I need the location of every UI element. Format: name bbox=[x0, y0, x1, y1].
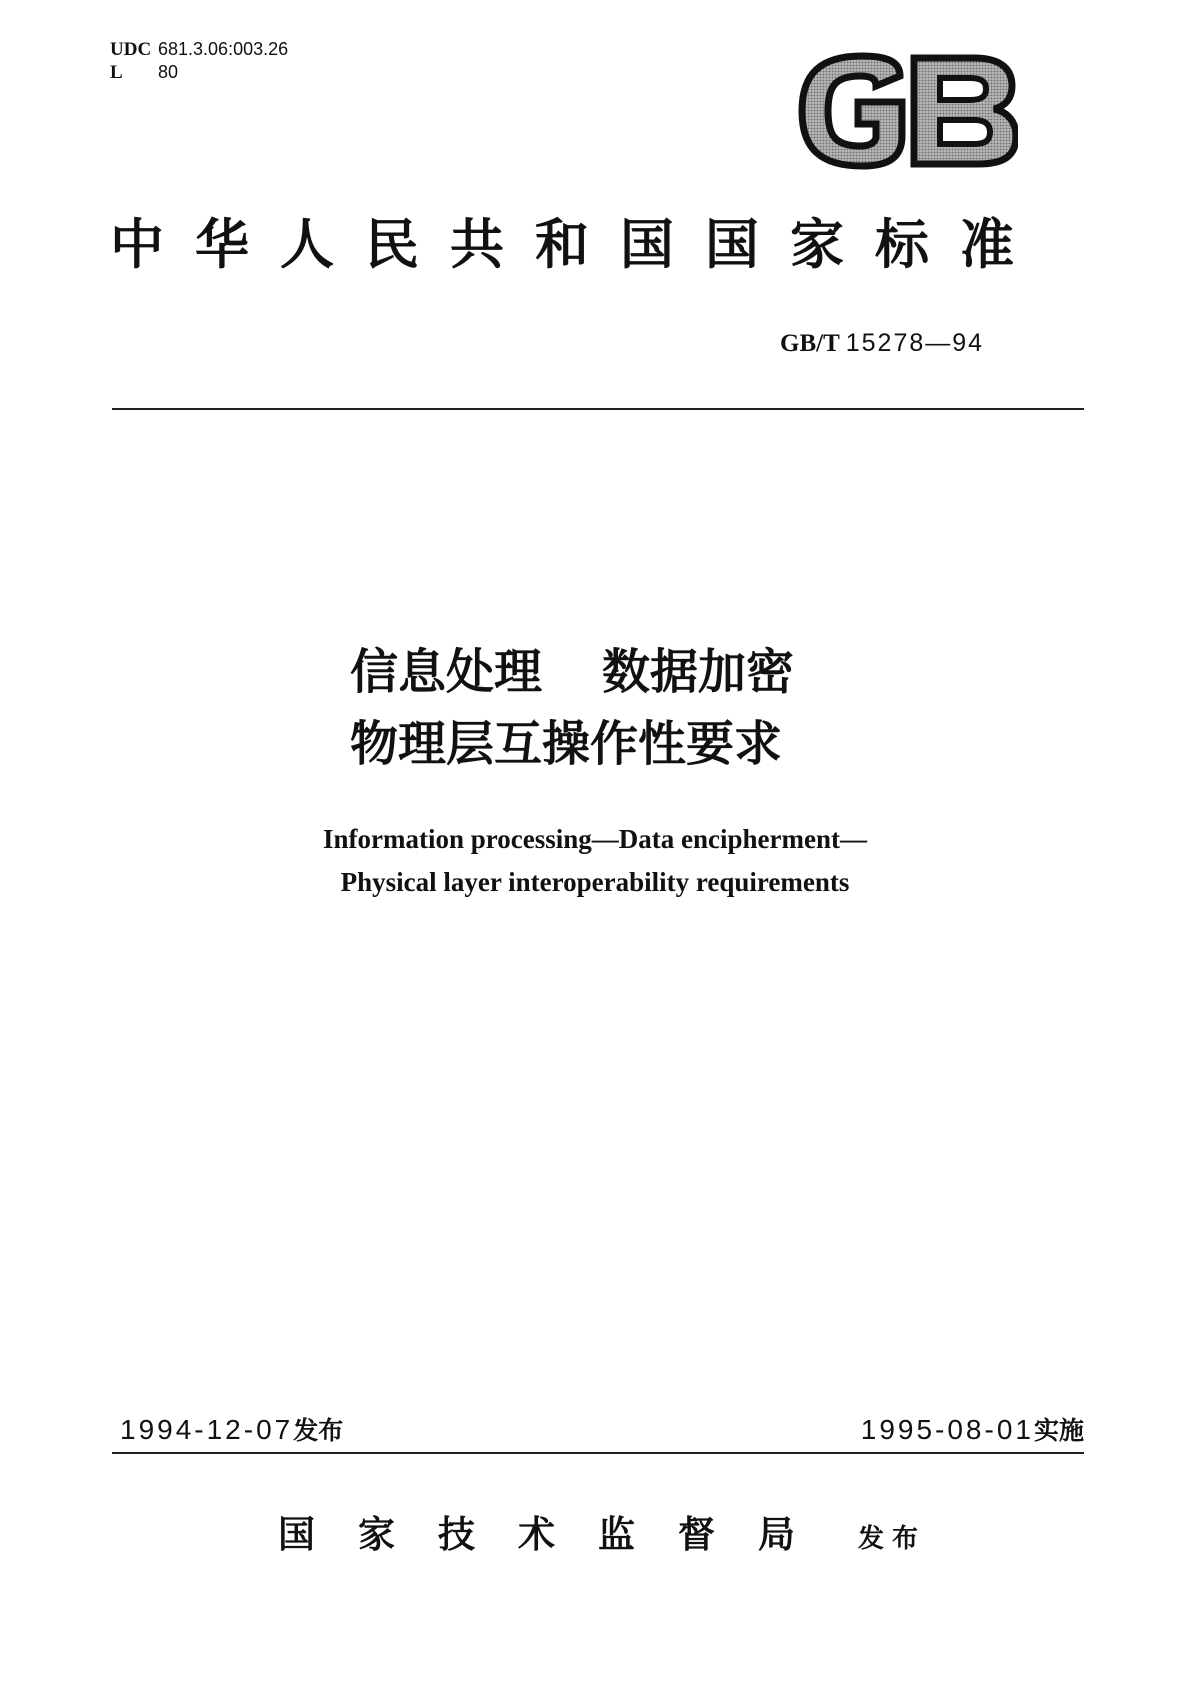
chinese-title-line-2: 物理层互操作性要求 bbox=[350, 716, 783, 772]
effective-date bbox=[861, 1412, 1084, 1449]
issue-date-label: 发布 bbox=[293, 1416, 344, 1445]
issuer bbox=[278, 1504, 926, 1558]
english-title-line-1: Information processing—Data encipherment— bbox=[323, 824, 867, 854]
english-title bbox=[230, 818, 960, 904]
udc-label: UDC bbox=[110, 39, 152, 60]
chinese-title-part-1: 信息处理 bbox=[350, 644, 543, 700]
issuer-action: 发布 bbox=[858, 1524, 927, 1554]
chinese-title bbox=[350, 636, 794, 780]
dates-row bbox=[112, 1412, 1084, 1452]
l-line bbox=[110, 61, 288, 84]
standard-code-prefix: GB/T bbox=[780, 330, 840, 357]
chinese-title-part-2: 数据加密 bbox=[602, 644, 795, 700]
l-value: 80 bbox=[158, 62, 179, 82]
standard-code bbox=[780, 328, 984, 359]
l-label: L bbox=[110, 62, 123, 83]
logo-letter-g bbox=[802, 56, 902, 166]
english-title-line-2: Physical layer interoperability requirements bbox=[340, 867, 850, 897]
bottom-divider bbox=[112, 1452, 1084, 1454]
effective-date-value: 1995-08-01 bbox=[860, 1414, 1034, 1445]
logo-letter-b bbox=[914, 58, 1016, 164]
top-divider bbox=[112, 408, 1084, 410]
chinese-title-line-1 bbox=[350, 636, 794, 708]
issue-date-value: 1994-12-07 bbox=[120, 1414, 294, 1445]
classification-block bbox=[110, 38, 288, 84]
udc-line bbox=[110, 38, 288, 61]
national-standard-title: 中华人民共和国国家标准 bbox=[110, 212, 1045, 276]
standard-code-number: 15278—94 bbox=[845, 329, 985, 357]
effective-date-label: 实施 bbox=[1033, 1416, 1084, 1445]
issuer-name: 国家技术监督局 bbox=[278, 1512, 838, 1556]
udc-value: 681.3.06:003.26 bbox=[158, 39, 289, 59]
issue-date bbox=[120, 1412, 343, 1449]
gb-logo bbox=[798, 52, 1018, 170]
